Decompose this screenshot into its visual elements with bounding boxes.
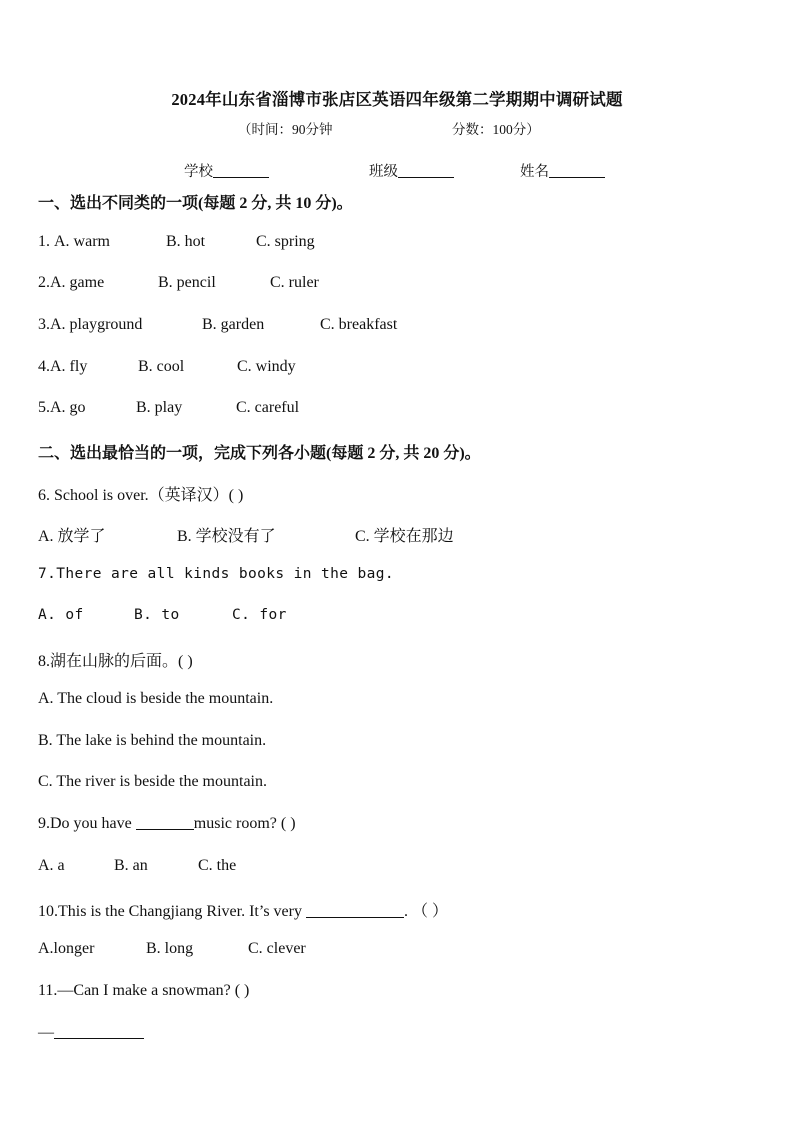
option-c: C. clever xyxy=(248,940,306,957)
class-field xyxy=(369,160,454,181)
option-a: A. game xyxy=(50,274,105,291)
question-7-options xyxy=(38,607,287,623)
option-c: C. careful xyxy=(236,399,300,416)
option-a: A. go xyxy=(50,399,86,416)
answer-dash: — xyxy=(38,1024,54,1041)
question-5 xyxy=(38,399,299,417)
exam-score: 分数：100分） xyxy=(452,122,540,137)
question-10-options xyxy=(38,940,306,958)
question-7-stem: 7.There are all kinds books in the bag. xyxy=(38,566,395,582)
question-number: 1. xyxy=(38,233,54,250)
option-a: A. fly xyxy=(50,358,88,375)
option-c: C. for xyxy=(232,607,287,623)
name-label: 姓名 xyxy=(520,164,549,180)
stem-text: 9.Do you have xyxy=(38,815,136,832)
option-b: B. play xyxy=(136,399,183,416)
stem-text: music room? ( ) xyxy=(193,815,296,832)
answer-blank xyxy=(54,1024,144,1039)
option-a: A. playground xyxy=(50,316,143,333)
section-1-heading: 一、选出不同类的一项(每题 2 分, 共 10 分)。 xyxy=(38,195,353,212)
question-6-stem: 6. School is over.（英译汉）( ) xyxy=(38,487,244,504)
class-label: 班级 xyxy=(369,164,398,180)
question-3 xyxy=(38,316,397,334)
option-b: B. long xyxy=(146,940,194,957)
school-field xyxy=(184,160,269,181)
question-8-option-c: C. The river is beside the mountain. xyxy=(38,773,267,790)
option-b: B. an xyxy=(114,857,148,874)
name-field xyxy=(520,160,605,181)
question-11-answer xyxy=(38,1024,144,1042)
exam-title: 2024年山东省淄博市张店区英语四年级第二学期期中调研试题 xyxy=(171,90,623,109)
option-c: C. windy xyxy=(237,358,296,375)
question-6-options xyxy=(38,523,454,546)
class-blank xyxy=(398,163,454,178)
option-a: A. 放学了 xyxy=(38,528,106,545)
question-8-option-b: B. The lake is behind the mountain. xyxy=(38,732,267,749)
option-b: B. pencil xyxy=(158,274,216,291)
option-c: C. 学校在那边 xyxy=(355,528,454,545)
question-2 xyxy=(38,274,319,292)
option-c: C. breakfast xyxy=(320,316,398,333)
option-a: A. of xyxy=(38,607,84,623)
option-b: B. garden xyxy=(202,316,265,333)
name-blank xyxy=(549,163,605,178)
question-1 xyxy=(38,233,315,251)
option-b: B. cool xyxy=(138,358,185,375)
option-b: B. to xyxy=(134,607,180,623)
section-2-heading: 二、选出最恰当的一项，完成下列各小题(每题 2 分, 共 20 分)。 xyxy=(38,445,481,462)
question-11-stem: 11.—Can I make a snowman? ( ) xyxy=(38,982,250,999)
question-10-stem xyxy=(38,898,448,921)
question-4 xyxy=(38,358,296,376)
option-c: C. the xyxy=(198,857,237,874)
option-b: B. 学校没有了 xyxy=(177,528,276,545)
question-8-option-a: A. The cloud is beside the mountain. xyxy=(38,690,274,707)
option-c: C. spring xyxy=(256,233,315,250)
question-number: 5. xyxy=(38,399,50,416)
school-label: 学校 xyxy=(184,164,213,180)
stem-text: 10.This is the Changjiang River. It’s very xyxy=(38,903,306,920)
stem-text: . （ ） xyxy=(403,903,448,920)
question-9-stem xyxy=(38,815,296,833)
answer-blank xyxy=(136,815,194,830)
option-c: C. ruler xyxy=(270,274,319,291)
question-9-options xyxy=(38,857,236,875)
question-number: 2. xyxy=(38,274,50,291)
option-b: B. hot xyxy=(166,233,206,250)
school-blank xyxy=(213,163,269,178)
option-a: A. warm xyxy=(54,233,110,250)
answer-blank xyxy=(306,903,404,918)
question-number: 4. xyxy=(38,358,50,375)
question-8-stem: 8.湖在山脉的后面。( ) xyxy=(38,653,193,670)
question-number: 3. xyxy=(38,316,50,333)
option-a: A.longer xyxy=(38,940,95,957)
exam-time: （时间：90分钟 xyxy=(238,122,333,137)
option-a: A. a xyxy=(38,857,65,874)
